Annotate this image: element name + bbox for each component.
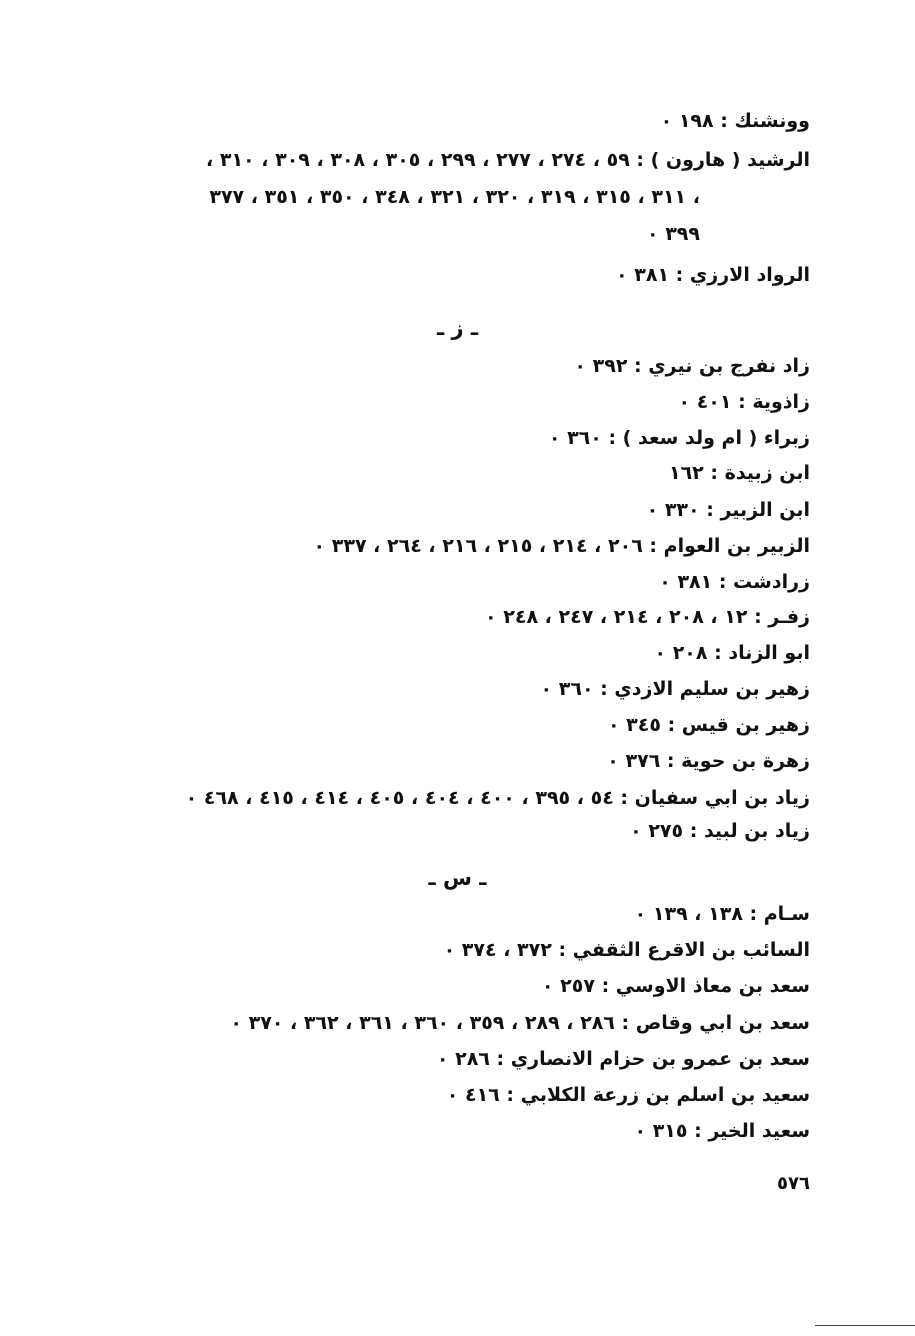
index-entry: ابو الزناد : ٢٠٨ ٠: [654, 642, 810, 664]
index-entry: زياد بن لبيد : ٢٧٥ ٠: [630, 820, 810, 842]
index-entry: الزبير بن العوام : ٢٠٦ ، ٢١٤ ، ٢١٥ ، ٢١٦ ، ٢٦٤ ، ٣٣٧ ٠: [313, 535, 810, 557]
index-entry-continuation: ٣٩٩ ٠: [646, 223, 700, 245]
index-entry-al-rashid: الرشيد ( هارون ) : ٥٩ ، ٢٧٤ ، ٢٧٧ ، ٢٩٩ ، ٣٠٥ ، ٣٠٨ ، ٣٠٩ ، ٣١٠ ،: [206, 149, 810, 171]
index-entry: زاد نفرج بن نيري : ٣٩٢ ٠: [574, 355, 810, 377]
index-entry: زبراء ( ام ولد سعد ) : ٣٦٠ ٠: [548, 427, 810, 449]
index-entry: زهير بن قيس : ٣٤٥ ٠: [607, 714, 810, 736]
index-entry: ابن الزبير : ٣٣٠ ٠: [646, 499, 810, 521]
index-entry: سعيد الخير : ٣١٥ ٠: [634, 1120, 810, 1142]
index-entry: زفـر : ١٢ ، ٢٠٨ ، ٢١٤ ، ٢٤٧ ، ٢٤٨ ٠: [485, 606, 810, 628]
index-entry: زرادشت : ٣٨١ ٠: [659, 571, 810, 593]
index-entry: سعد بن ابي وقاص : ٢٨٦ ، ٢٨٩ ، ٣٥٩ ، ٣٦٠ ، ٣٦١ ، ٣٦٢ ، ٣٧٠ ٠: [230, 1012, 810, 1034]
index-entry: سـام : ١٣٨ ، ١٣٩ ٠: [634, 903, 810, 925]
section-heading-zay: ـ ز ـ: [436, 316, 479, 340]
scan-edge-rule: [815, 1325, 915, 1326]
index-entry: زهير بن سليم الازدي : ٣٦٠ ٠: [540, 678, 810, 700]
index-entry: سعد بن معاذ الاوسي : ٢٥٧ ٠: [541, 975, 810, 997]
index-entry-wawshank: وونشنك : ١٩٨ ٠: [660, 110, 810, 132]
index-entry-al-rawwad: الرواد الارزي : ٣٨١ ٠: [616, 264, 810, 286]
page-number: ٥٧٦: [777, 1173, 810, 1194]
index-entry-continuation: ٣١١ ، ٣١٥ ، ٣١٩ ، ٣٢٠ ، ٣٢١ ، ٣٤٨ ، ٣٥٠ ، ٣٥١ ، ٣٧٧ ،: [209, 186, 700, 208]
index-entry: سعد بن عمرو بن حزام الانصاري : ٢٨٦ ٠: [436, 1048, 810, 1070]
index-entry: زياد بن ابي سفيان : ٥٤ ، ٣٩٥ ، ٤٠٠ ، ٤٠٤ ، ٤٠٥ ، ٤١٤ ، ٤١٥ ، ٤٦٨ ٠: [185, 787, 810, 809]
index-entry: السائب بن الاقرع الثقفي : ٣٧٢ ، ٣٧٤ ٠: [443, 939, 810, 961]
index-entry: ابن زبيدة : ١٦٢: [668, 462, 810, 484]
index-entry: زهرة بن حوية : ٣٧٦ ٠: [607, 750, 810, 772]
index-entry: زاذوية : ٤٠١ ٠: [678, 391, 810, 413]
section-heading-sin: ـ س ـ: [428, 866, 487, 890]
index-entry: سعيد بن اسلم بن زرعة الكلابي : ٤١٦ ٠: [446, 1084, 810, 1106]
